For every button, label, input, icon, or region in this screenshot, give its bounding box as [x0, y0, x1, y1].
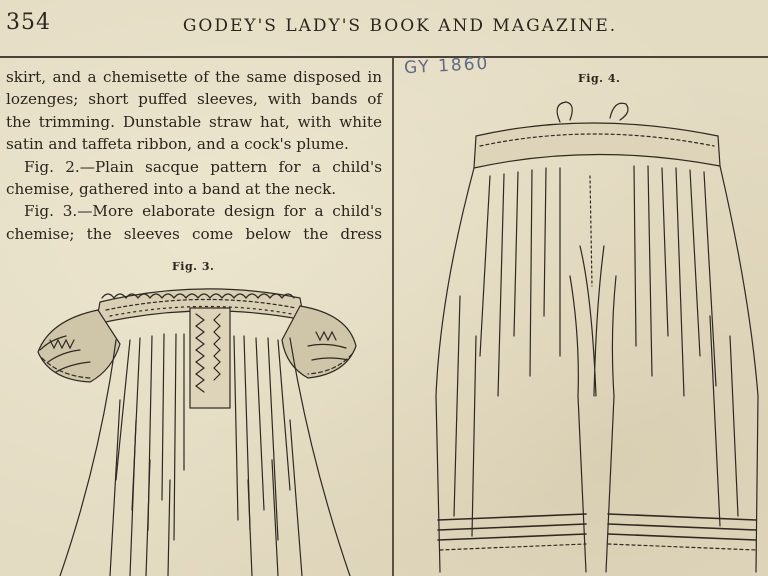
- text-line: Fig. 2.—Plain sacque pattern for a child's: [24, 157, 382, 176]
- text-line: lozenges; short puffed sleeves, with bands of: [6, 90, 382, 109]
- text-line: chemise; the sleeves come below the dress: [6, 224, 382, 243]
- header-rule: [0, 56, 768, 58]
- fig4-caption: Fig. 4.: [578, 72, 621, 85]
- fig4-drawers-illustration: [420, 96, 768, 576]
- paragraph-fig2: [6, 156, 382, 201]
- text-line: chemise, gathered into a band at the neck.: [6, 180, 337, 199]
- paragraph-fig3: [6, 200, 382, 245]
- paragraph-fig1-continued: [6, 66, 382, 156]
- text-line: Fig. 3.—More elaborate design for a child's: [24, 202, 382, 221]
- left-column-text: [6, 66, 382, 245]
- handwritten-annotation: GY 1860: [403, 53, 490, 79]
- page-header: [0, 0, 768, 56]
- page-number: 354: [6, 10, 51, 35]
- text-line: satin and taffeta ribbon, and a cock's plume.: [6, 135, 349, 154]
- text-line: skirt, and a chemisette of the same disposed in: [6, 68, 382, 86]
- running-head: GODEY'S LADY'S BOOK AND MAGAZINE.: [182, 16, 618, 36]
- fig3-caption: Fig. 3.: [172, 260, 215, 273]
- column-divider: [392, 58, 394, 576]
- text-line: the trimming. Dunstable straw hat, with white: [6, 112, 382, 131]
- fig3-chemise-illustration: [20, 280, 380, 576]
